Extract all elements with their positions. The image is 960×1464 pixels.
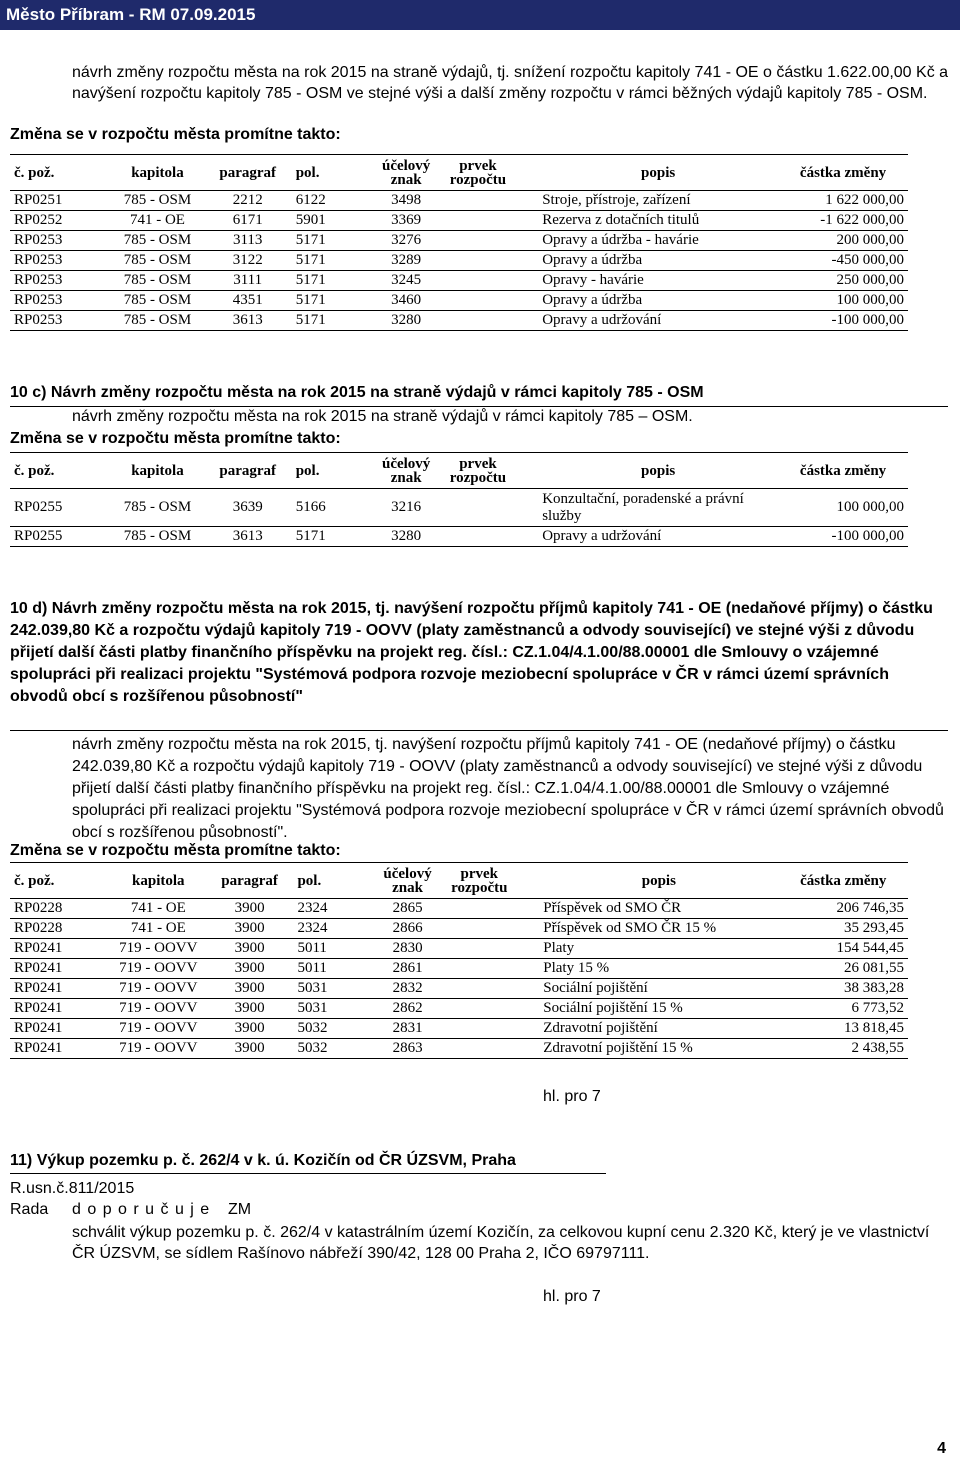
- table-row: RP0253 785 - OSM 3111 5171 3245 Opravy - havárie 250 000,00: [10, 271, 908, 291]
- budget-table-2: [10, 452, 908, 547]
- vote-result-d: hl. pro 7: [543, 1088, 601, 1105]
- section-c-heading: 10 c) Návrh změny rozpočtu města na rok 2015 na straně výdajů v rámci kapitoly 785 - OSM: [10, 384, 704, 401]
- section-d-heading: 10 d) Návrh změny rozpočtu města na rok 2015, tj. navýšení rozpočtu příjmů kapitoly 741 - OE (nedaňové příjmy) o částku 242.039,80 Kč a rozpočtu výdajů kapitoly 719 - OOVV (platy zaměstnanců a odvody související) ve stejné výši z důvodu přijetí další části platby finančního příspěvku na projekt reg. čísl.: CZ.1.04/4.1.00/88.00001 dle Smlouvy o vzájemné spolupráci při realizaci projektu "Systémová podpora rozvoje meziobecní spolupráce v ČR v rámci území správních obvodů obcí s rozšířenou působností": [10, 600, 933, 705]
- table-row: RP0255 785 - OSM 3613 5171 3280 Opravy a udržování -100 000,00: [10, 527, 908, 547]
- document-header: [0, 0, 960, 30]
- section-11-heading: 11) Výkup pozemku p. č. 262/4 v k. ú. Kozičín od ČR ÚZSVM, Praha: [10, 1152, 516, 1169]
- section-11-text: schválit výkup pozemku p. č. 262/4 v katastrálním území Kozičín, za celkovou kupní cenu 2.320 Kč, který je ve vlastnictví ČR ÚZSVM, se sídlem Rašínovo nábřeží 390/42, 128 00 Praha 2, IČO 69797111.: [72, 1224, 930, 1262]
- budget-table-3: [10, 862, 908, 1059]
- table-header-row: č. pož. kapitola paragraf pol. účelový znak prvek rozpočtu popis částka změny: [10, 453, 908, 489]
- col-header-purpose: účelový znak: [381, 157, 431, 188]
- table-row: RP0253 785 - OSM 4351 5171 3460 Opravy a údržba 100 000,00: [10, 291, 908, 311]
- intro-paragraph: návrh změny rozpočtu města na rok 2015 na straně výdajů, tj. snížení rozpočtu kapitoly 741 - OE o částku 1.622.00,00 Kč a navýšení rozpočtu kapitoly 785 - OSM ve stejné výši a další změny rozpočtu v rámci běžných výdajů kapitoly 785 - OSM.: [72, 64, 949, 102]
- budget-table-1: [10, 154, 908, 331]
- col-header-amount: částka změny: [799, 164, 887, 181]
- table-row: RP0241 719 - OOVV 3900 5032 2863 Zdravotní pojištění 15 % 2 438,55: [10, 1039, 908, 1059]
- col-header-element: prvek rozpočtu: [449, 157, 507, 188]
- table-row: RP0228 741 - OE 3900 2324 2865 Příspěvek od SMO ČR 206 746,35: [10, 899, 908, 919]
- page-number: 4: [937, 1440, 946, 1457]
- section-c-text: návrh změny rozpočtu města na rok 2015 na straně výdajů v rámci kapitoly 785 – OSM.: [72, 408, 693, 425]
- table-row: RP0252 741 - OE 6171 5901 3369 Rezerva z dotačních titulů -1 622 000,00: [10, 211, 908, 231]
- table-row: RP0241 719 - OOVV 3900 5031 2862 Sociální pojištění 15 % 6 773,52: [10, 999, 908, 1019]
- col-header-paragraph: paragraf: [219, 164, 277, 181]
- section-c-rule: [10, 406, 948, 407]
- resolution-number: R.usn.č.811/2015: [10, 1180, 135, 1197]
- change-heading-1: Změna se v rozpočtu města promítne takto:: [10, 126, 341, 143]
- table-row: RP0255 785 - OSM 3639 5166 3216 Konzultační, poradenské a právní služby 100 000,00: [10, 489, 908, 527]
- col-header-description: popis: [641, 164, 676, 181]
- council-label: Rada: [10, 1201, 49, 1218]
- change-heading-2: Změna se v rozpočtu města promítne takto:: [10, 430, 341, 447]
- zm-label: ZM: [228, 1201, 252, 1218]
- table-row: RP0241 719 - OOVV 3900 5032 2831 Zdravotní pojištění 13 818,45: [10, 1019, 908, 1039]
- table-row: RP0228 741 - OE 3900 2324 2866 Příspěvek od SMO ČR 15 % 35 293,45: [10, 919, 908, 939]
- table-row: RP0241 719 - OOVV 3900 5031 2832 Sociální pojištění 38 383,28: [10, 979, 908, 999]
- col-header-item: pol.: [295, 164, 320, 181]
- table-header-row: č. pož. kapitola paragraf pol. účelový znak prvek rozpočtu popis částka změny: [10, 863, 908, 899]
- document-title: Město Příbram - RM 07.09.2015: [6, 5, 256, 24]
- table-row: RP0253 785 - OSM 3122 5171 3289 Opravy a údržba -450 000,00: [10, 251, 908, 271]
- table-row: RP0241 719 - OOVV 3900 5011 2830 Platy 154 544,45: [10, 939, 908, 959]
- section-d-text: návrh změny rozpočtu města na rok 2015, tj. navýšení rozpočtu příjmů kapitoly 741 - OE (nedaňové příjmy) o částku 242.039,80 Kč a rozpočtu výdajů kapitoly 719 - OOVV (platy zaměstnanců a odvody související) ve stejné výši z důvodu přijetí další části platby finančního příspěvku na projekt reg. čísl.: CZ.1.04/4.1.00/88.00001 dle Smlouvy o vzájemné spolupráci při realizaci projektu "Systémová podpora rozvoje meziobecní spolupráce v ČR v rámci území správních obvodů obcí s rozšířenou působností".: [72, 736, 944, 841]
- change-heading-3: Změna se v rozpočtu města promítne takto:: [10, 842, 341, 859]
- table-row: RP0251 785 - OSM 2212 6122 3498 Stroje, přístroje, zařízení 1 622 000,00: [10, 191, 908, 211]
- col-header-chapter: kapitola: [131, 164, 184, 181]
- table-row: RP0241 719 - OOVV 3900 5011 2861 Platy 15 % 26 081,55: [10, 959, 908, 979]
- section-11-rule: [10, 1173, 606, 1174]
- vote-result-11: hl. pro 7: [543, 1288, 601, 1305]
- table-row: RP0253 785 - OSM 3613 5171 3280 Opravy a udržování -100 000,00: [10, 311, 908, 331]
- table-row: RP0253 785 - OSM 3113 5171 3276 Opravy a údržba - havárie 200 000,00: [10, 231, 908, 251]
- col-header-req: č. pož.: [14, 164, 55, 181]
- table-header-row: [10, 155, 908, 191]
- section-d-rule: [10, 730, 948, 731]
- recommends-label: d o p o r u č u j e: [72, 1201, 211, 1218]
